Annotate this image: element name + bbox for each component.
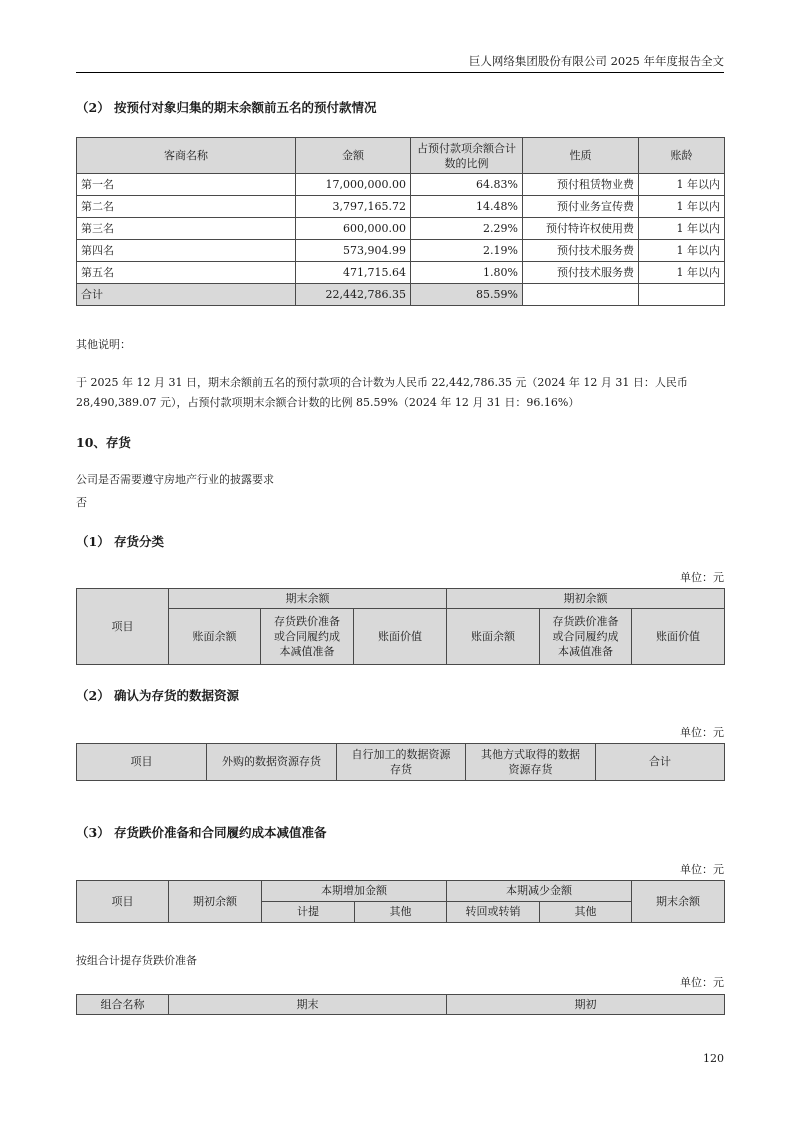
unit-label: 单位：元: [680, 571, 724, 584]
column-group-header: 本期增加金额: [262, 881, 447, 902]
column-header: 项目: [77, 589, 169, 665]
table-cell: 2.29%: [411, 218, 523, 240]
prepay-section-heading: （2） 按预付对象归集的期末余额前五名的预付款情况: [76, 100, 377, 115]
table-header-row: [77, 995, 725, 1015]
header-line: 存货: [390, 763, 412, 776]
column-header: 账面价值: [354, 609, 447, 665]
table-row: [77, 262, 725, 284]
column-header: [261, 609, 354, 665]
header-line: 自行加工的数据资源: [351, 748, 451, 761]
note-paragraph-line: 于 2025 年 12 月 31 日，期末余额前五名的预付款项的合计数为人民币 22,442,786.35 元（2024 年 12 月 31 日：人民币: [76, 376, 688, 389]
header-line: 资源存货: [508, 763, 553, 776]
table-cell: 2.19%: [411, 240, 523, 262]
header-line: 或合同履约成: [274, 630, 340, 643]
column-header: 其他: [355, 902, 447, 923]
table-cell: 85.59%: [411, 284, 523, 306]
impairment-table: [76, 880, 725, 923]
column-header: 外购的数据资源存货: [207, 744, 337, 781]
column-header: 账面余额: [169, 609, 261, 665]
unit-label: 单位：元: [680, 863, 724, 876]
table-cell: [639, 284, 725, 306]
column-header: 其他: [540, 902, 632, 923]
table-cell: 第二名: [77, 196, 296, 218]
column-header: 转回或转销: [447, 902, 540, 923]
prepay-table: [76, 137, 725, 306]
column-header: 金额: [296, 138, 411, 174]
column-header: 占预付款项余额合计数的比例: [411, 138, 523, 174]
real-estate-disclosure-question: 公司是否需要遵守房地产行业的披露要求: [76, 473, 274, 486]
column-header: 组合名称: [77, 995, 169, 1015]
table-header-row: [77, 138, 725, 174]
column-header: 期末余额: [632, 881, 725, 923]
header-line: 存货跌价准备: [274, 615, 340, 628]
column-header: 性质: [523, 138, 639, 174]
column-header: 期初余额: [169, 881, 262, 923]
table-cell: 600,000.00: [296, 218, 411, 240]
column-group-header: 本期减少金额: [447, 881, 632, 902]
header-line: 其他方式取得的数据: [481, 748, 580, 761]
table-header-row: [77, 881, 725, 902]
inventory-section-heading: 10、存货: [76, 435, 131, 450]
table-cell: 预付业务宣传费: [523, 196, 639, 218]
column-header: [466, 744, 596, 781]
table-row: [77, 240, 725, 262]
column-header: 期末: [169, 995, 447, 1015]
table-cell: 预付技术服务费: [523, 240, 639, 262]
table-cell: 第五名: [77, 262, 296, 284]
header-line: 本减值准备: [558, 645, 614, 658]
table-total-row: [77, 284, 725, 306]
data-resources-heading: （2） 确认为存货的数据资源: [76, 688, 240, 703]
table-cell: 预付技术服务费: [523, 262, 639, 284]
other-notes-label: 其他说明：: [76, 338, 131, 351]
table-header-row: [77, 609, 725, 665]
table-cell: 573,904.99: [296, 240, 411, 262]
classification-heading: （1） 存货分类: [76, 534, 165, 549]
portfolio-provision-label: 按组合计提存货跌价准备: [76, 954, 197, 967]
column-header: 期初: [447, 995, 725, 1015]
column-header: 计提: [262, 902, 355, 923]
column-header: 合计: [596, 744, 725, 781]
real-estate-disclosure-answer: 否: [76, 496, 87, 509]
data-resources-table: [76, 743, 725, 781]
table-cell: 3,797,165.72: [296, 196, 411, 218]
unit-label: 单位：元: [680, 976, 724, 989]
header-divider: [76, 72, 724, 73]
column-header: 客商名称: [77, 138, 296, 174]
column-header: [540, 609, 632, 665]
impairment-heading: （3） 存货跌价准备和合同履约成本减值准备: [76, 825, 327, 840]
column-header: 账龄: [639, 138, 725, 174]
inventory-classification-table: [76, 588, 725, 665]
table-cell: 14.48%: [411, 196, 523, 218]
table-cell: 1.80%: [411, 262, 523, 284]
report-header-title: 巨人网络集团股份有限公司 2025 年年度报告全文: [468, 54, 724, 68]
table-row: [77, 218, 725, 240]
table-header-row: [77, 744, 725, 781]
table-cell: 预付租赁物业费: [523, 174, 639, 196]
table-cell: 471,715.64: [296, 262, 411, 284]
header-line: 存货跌价准备: [552, 615, 619, 628]
table-cell: 第四名: [77, 240, 296, 262]
table-cell: 22,442,786.35: [296, 284, 411, 306]
unit-label: 单位：元: [680, 726, 724, 739]
table-cell: 第一名: [77, 174, 296, 196]
table-cell: 1 年以内: [639, 218, 725, 240]
table-cell: 1 年以内: [639, 174, 725, 196]
table-cell: 17,000,000.00: [296, 174, 411, 196]
table-cell: 1 年以内: [639, 196, 725, 218]
column-header: 账面价值: [632, 609, 725, 665]
table-header-row: [77, 589, 725, 609]
table-cell: 第三名: [77, 218, 296, 240]
header-line: 本减值准备: [279, 645, 335, 658]
column-header: 项目: [77, 744, 207, 781]
table-cell: 预付特许权使用费: [523, 218, 639, 240]
table-cell: 64.83%: [411, 174, 523, 196]
column-header: 账面余额: [447, 609, 540, 665]
table-row: [77, 174, 725, 196]
column-group-header: 期初余额: [447, 589, 725, 609]
table-cell: [523, 284, 639, 306]
column-group-header: 期末余额: [169, 589, 447, 609]
table-cell: 合计: [77, 284, 296, 306]
column-header: [337, 744, 466, 781]
table-cell: 1 年以内: [639, 240, 725, 262]
column-header: 项目: [77, 881, 169, 923]
note-paragraph-line: 28,490,389.07 元），占预付款项期末余额合计数的比例 85.59%（2024 年 12 月 31 日：96.16%）: [76, 396, 580, 409]
header-line: 或合同履约成: [552, 630, 619, 643]
table-cell: 1 年以内: [639, 262, 725, 284]
table-row: [77, 196, 725, 218]
portfolio-provision-table: [76, 994, 725, 1015]
page-number: 120: [703, 1052, 724, 1065]
